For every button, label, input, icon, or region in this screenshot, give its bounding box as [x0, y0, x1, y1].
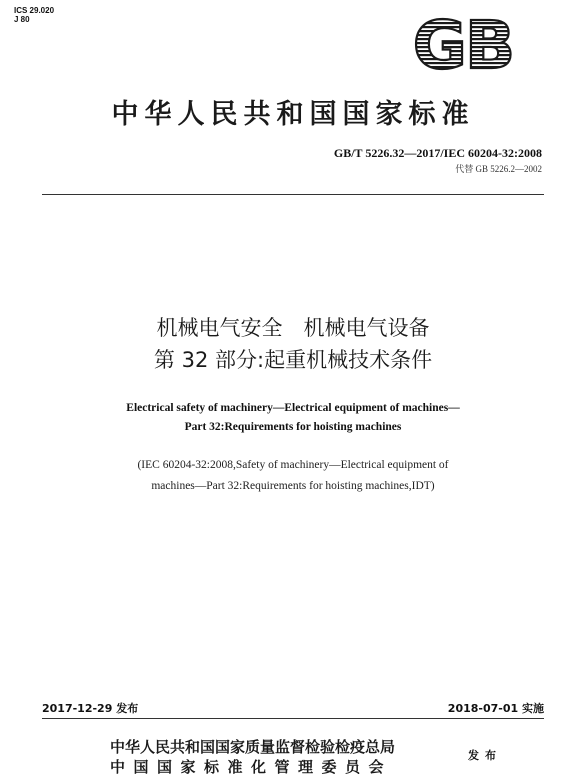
- issue-word: 发布: [468, 749, 502, 762]
- iec-reference-line-1: (IEC 60204-32:2008,Safety of machinery—Electrical equipment of: [137, 459, 449, 471]
- chinese-title-line-2: 第 32 部分:起重机械技术条件: [153, 348, 433, 372]
- english-title-line-2: Part 32:Requirements for hoisting machines: [184, 421, 402, 433]
- implementation-date: 2018-07-01 实施: [447, 702, 544, 715]
- english-title-line-1: Electrical safety of machinery—Electrical equipment of machines—: [126, 402, 460, 414]
- gb-logo: [392, 14, 534, 76]
- classification-codes: [14, 6, 54, 24]
- bottom-divider: [42, 718, 544, 719]
- issue-date: 2017-12-29 发布: [42, 702, 139, 715]
- standard-number: GB/T 5226.32—2017/IEC 60204-32:2008: [333, 146, 542, 160]
- top-divider: [42, 194, 544, 195]
- ccs-code: J 80: [14, 15, 30, 24]
- chinese-title-line-1: 机械电气安全 机械电气设备: [156, 316, 430, 340]
- issuer-line-1: 中华人民共和国国家质量监督检验检疫总局: [110, 738, 396, 756]
- issuer-line-2: 中国国家标准化管理委员会: [110, 758, 393, 776]
- iec-reference-line-2: machines—Part 32:Requirements for hoisting machines,IDT): [151, 480, 435, 492]
- replaces-standard: 代替 GB 5226.2—2002: [455, 164, 542, 174]
- ics-code: ICS 29.020: [14, 6, 55, 15]
- gb-logo-text: GB: [412, 14, 514, 76]
- national-standard-title: 中华人民共和国国家标准: [111, 99, 475, 130]
